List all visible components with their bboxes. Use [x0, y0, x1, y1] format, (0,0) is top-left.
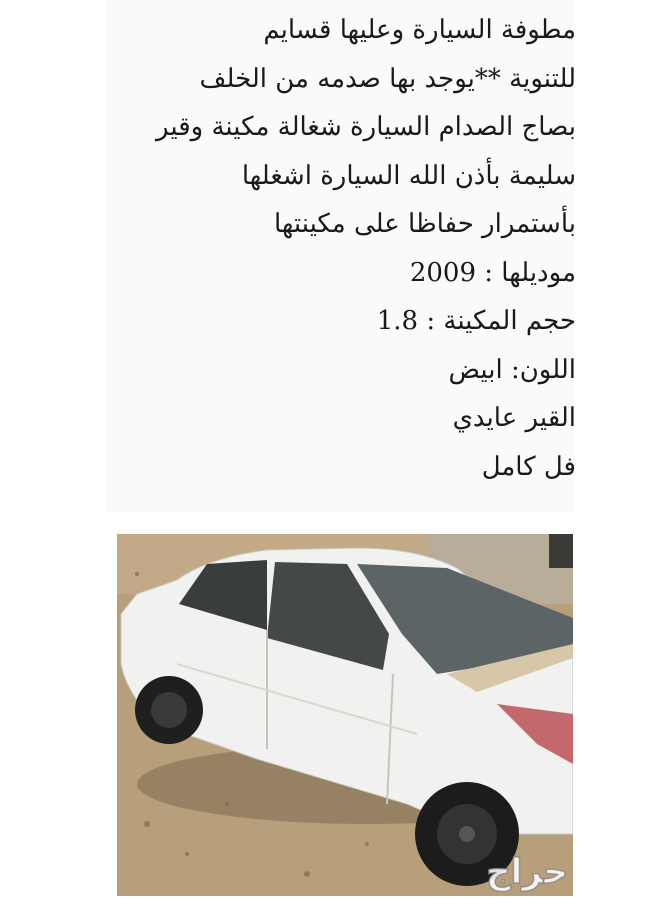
wall-window [549, 534, 573, 568]
listing-model-year: موديلها : 2009 [409, 257, 576, 288]
listing-trim: فل كامل [481, 451, 576, 482]
listing-line-5: بأستمرار حفاظا على مكينتها [273, 209, 576, 239]
listing-line-2: للتنوية **يوجد بها صدمه من الخلف [199, 63, 576, 94]
listing-transmission: القير عايدي [452, 403, 576, 433]
listing-line-4: سليمة بأذن الله السيارة اشغلها [241, 160, 576, 191]
listing-line-1: مطوفة السيارة وعليها قسايم [263, 15, 576, 45]
listing-description [106, 6, 576, 491]
listing-engine-size: حجم المكينة : 1.8 [376, 306, 576, 336]
listing-line-3: بصاج الصدام السيارة شغالة مكينة وقير [156, 112, 576, 142]
listing-color: اللون: ابيض [448, 354, 576, 385]
haraj-watermark: حراج [486, 852, 568, 892]
car-photo [117, 534, 573, 896]
